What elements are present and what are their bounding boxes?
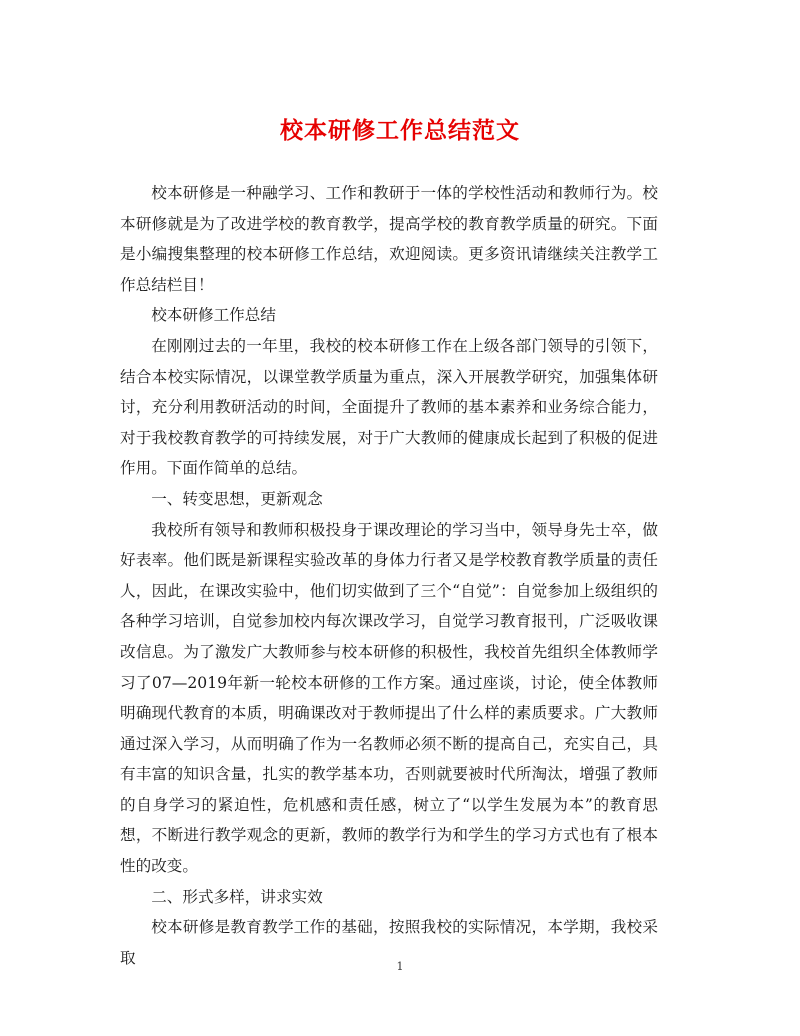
page-number: 1	[396, 960, 404, 973]
document-body	[120, 178, 658, 973]
paragraph-overview: 在刚刚过去的一年里，我校的校本研修工作在上级各部门领导的引领下，结合本校实际情况，以课堂教学质量为重点，深入开展教学研究，加强集体研讨，充分利用教研活动的时间，全面提升了教师的基本素养和业务综合能力，对于我校教育教学的可持续发展，对于广大教师的健康成长起到了积极的促进作用。下面作简单的总结。	[120, 336, 658, 478]
paragraph-intro: 校本研修是一种融学习、工作和教研于一体的学校性活动和教师行为。校本研修就是为了改进学校的教育教学，提高学校的教育教学质量的研究。下面是小编搜集整理的校本研修工作总结，欢迎阅读。更多资讯请继续关注教学工作总结栏目！	[120, 184, 658, 294]
section-heading-1: 一、转变思想，更新观念	[151, 489, 323, 508]
section-heading-summary: 校本研修工作总结	[151, 306, 276, 325]
paragraph-section-1: 我校所有领导和教师积极投身于课改理论的学习当中，领导身先士卒，做好表率。他们既是新课程实验改革的身体力行者又是学校教育教学质量的责任人，因此，在课改实验中，他们切实做到了三个“自觉”：自觉参加上级组织的各种学习培训，自觉参加校内每次课改学习，自觉学习教育报刊，广泛吸收课改信息。为了激发广大教师参与校本研修的积极性，我校首先组织全体教师学习了07—2019年新一轮校本研修的工作方案。通过座谈，讨论，使全体教师明确现代教育的本质，明确课改对于教师提出了什么样的素质要求。广大教师通过深入学习，从而明确了作为一名教师必须不断的提高自己，充实自己，具有丰富的知识含量，扎实的教学基本功，否则就要被时代所淘汰，增强了教师的自身学习的紧迫性，危机感和责任感，树立了“以学生发展为本”的教育思想，不断进行教学观念的更新，教师的教学行为和学生的学习方式也有了根本性的改变。	[120, 520, 658, 876]
section-heading-2: 二、形式多样，讲求实效	[151, 887, 323, 906]
document-title: 校本研修工作总结范文	[280, 117, 520, 144]
paragraph-section-2: 校本研修是教育教学工作的基础，按照我校的实际情况，本学期，我校采取	[120, 918, 658, 967]
